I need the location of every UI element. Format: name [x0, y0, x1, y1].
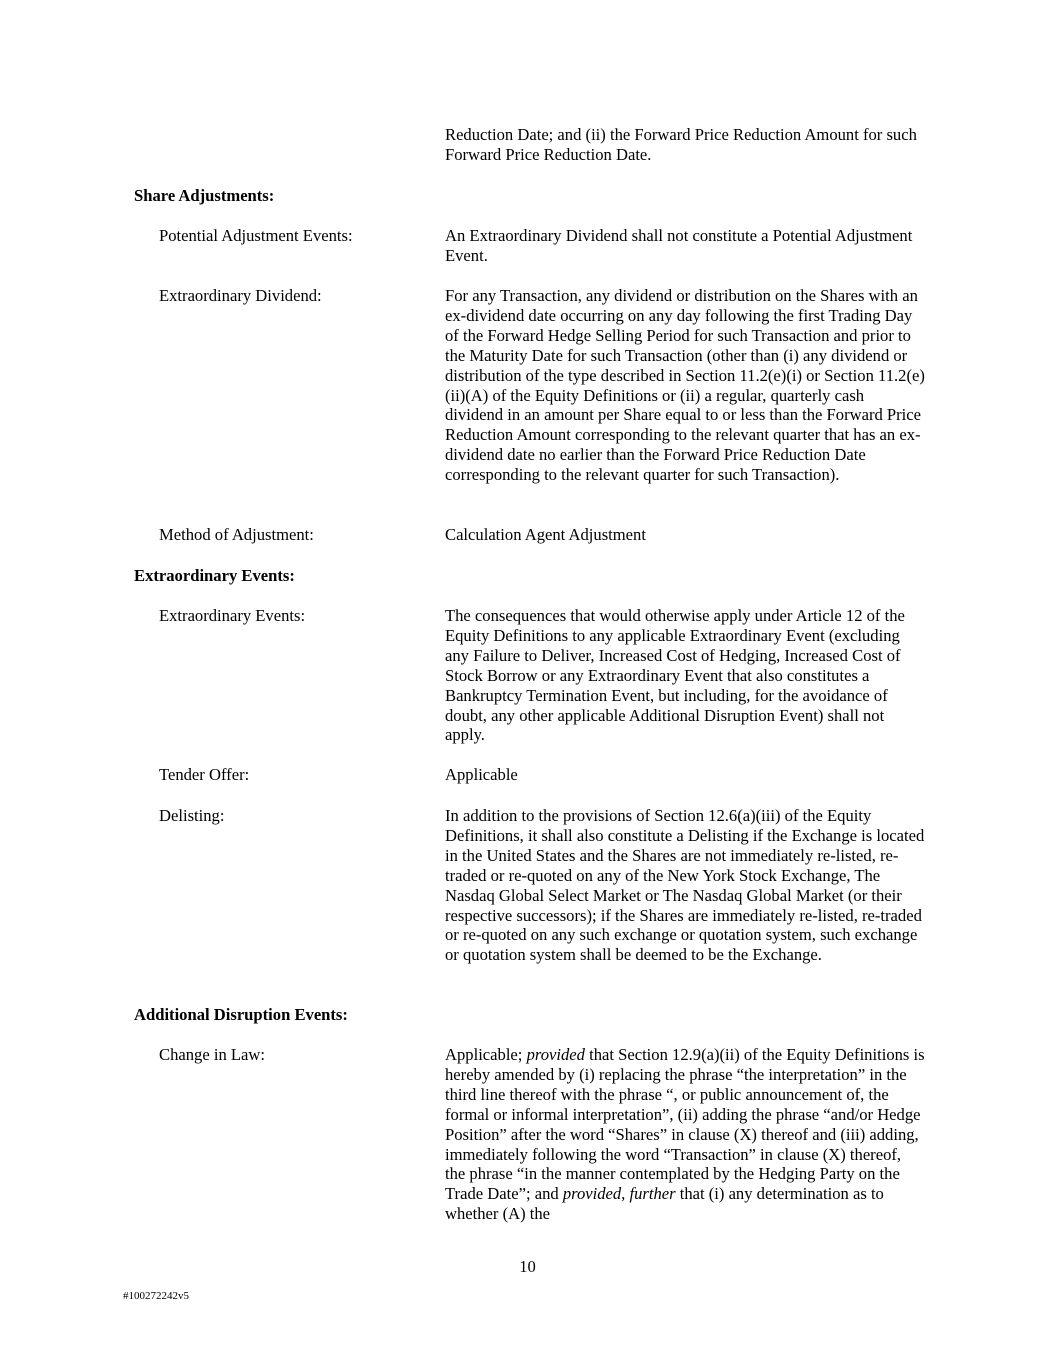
page-number: 10 — [519, 1257, 536, 1276]
change-in-law-provided: provided — [526, 1045, 585, 1064]
change-in-law-value — [445, 1045, 925, 1224]
method-of-adjustment-label: Method of Adjustment: — [159, 525, 314, 544]
change-in-law-text-1: Applicable; — [445, 1045, 527, 1064]
extraordinary-events-heading: Extraordinary Events: — [134, 566, 295, 585]
tender-offer-label: Tender Offer: — [159, 765, 250, 784]
change-in-law-text-2: that Section 12.9(a)(ii) of the Equity Definitions is hereby amended by (i) replacing the phrase “the interpretation” in the third line thereof with the phrase “, or public announcement of, the formal or informal interpretation”, (ii) adding the phrase “and/or Hedge Position” after the word “Shares” in clause (X) thereof and (iii) adding, immediately following the word “Transaction” in clause (X) thereof, the phrase “in the manner contemplated by the Hedging Party on the Trade Date”; and — [445, 1045, 925, 1204]
document-id: #100272242v5 — [123, 1290, 189, 1302]
potential-adjustment-events-value: An Extraordinary Dividend shall not constitute a Potential Adjustment Event. — [445, 226, 913, 265]
additional-disruption-events-heading: Additional Disruption Events: — [134, 1005, 348, 1024]
tender-offer-value: Applicable — [445, 765, 518, 784]
extraordinary-dividend-label: Extraordinary Dividend: — [159, 286, 322, 305]
extraordinary-events-label: Extraordinary Events: — [159, 606, 306, 625]
extraordinary-events-value: The consequences that would otherwise apply under Article 12 of the Equity Definitions to any applicable Extraordinary Event (excluding any Failure to Deliver, Increased Cost of Hedging, Increased Cost of Stock Borrow or any Extraordinary Event that also constitutes a Bankruptcy Termination Event, but including, for the avoidance of doubt, any other applicable Additional Disruption Event) shall not apply. — [445, 606, 905, 745]
change-in-law-label: Change in Law: — [159, 1045, 265, 1064]
change-in-law-text-3: that (i) any determination as to whether (A) the — [445, 1184, 884, 1224]
method-of-adjustment-value: Calculation Agent Adjustment — [445, 525, 646, 544]
intro-continuation-text: Reduction Date; and (ii) the Forward Price Reduction Amount for such Forward Price Reduction Date. — [445, 125, 917, 164]
change-in-law-provided-further: provided, further — [562, 1184, 676, 1204]
share-adjustments-heading: Share Adjustments: — [134, 186, 275, 205]
potential-adjustment-events-label: Potential Adjustment Events: — [159, 226, 353, 245]
delisting-label: Delisting: — [159, 806, 225, 825]
delisting-value: In addition to the provisions of Section 12.6(a)(iii) of the Equity Definitions, it shall also constitute a Delisting if the Exchange is located in the United States and the Shares are not immediately re-listed, re-traded or re-quoted on any of the New York Stock Exchange, The Nasdaq Global Select Market or The Nasdaq Global Market (or their respective successors); if the Shares are immediately re-listed, re-traded or re-quoted on any such exchange or quotation system, such exchange or quotation system shall be deemed to be the Exchange. — [445, 806, 925, 965]
extraordinary-dividend-value: For any Transaction, any dividend or distribution on the Shares with an ex-dividend date occurring on any day following the first Trading Day of the Forward Hedge Selling Period for such Transaction and prior to the Maturity Date for such Transaction (other than (i) any dividend or distribution of the type described in Section 11.2(e)(i) or Section 11.2(e)(ii)(A) of the Equity Definitions or (ii) a regular, quarterly cash dividend in an amount per Share equal to or less than the Forward Price Reduction Amount corresponding to the relevant quarter that has an ex-dividend date no earlier than the Forward Price Reduction Date corresponding to the relevant quarter for such Transaction). — [445, 286, 925, 485]
